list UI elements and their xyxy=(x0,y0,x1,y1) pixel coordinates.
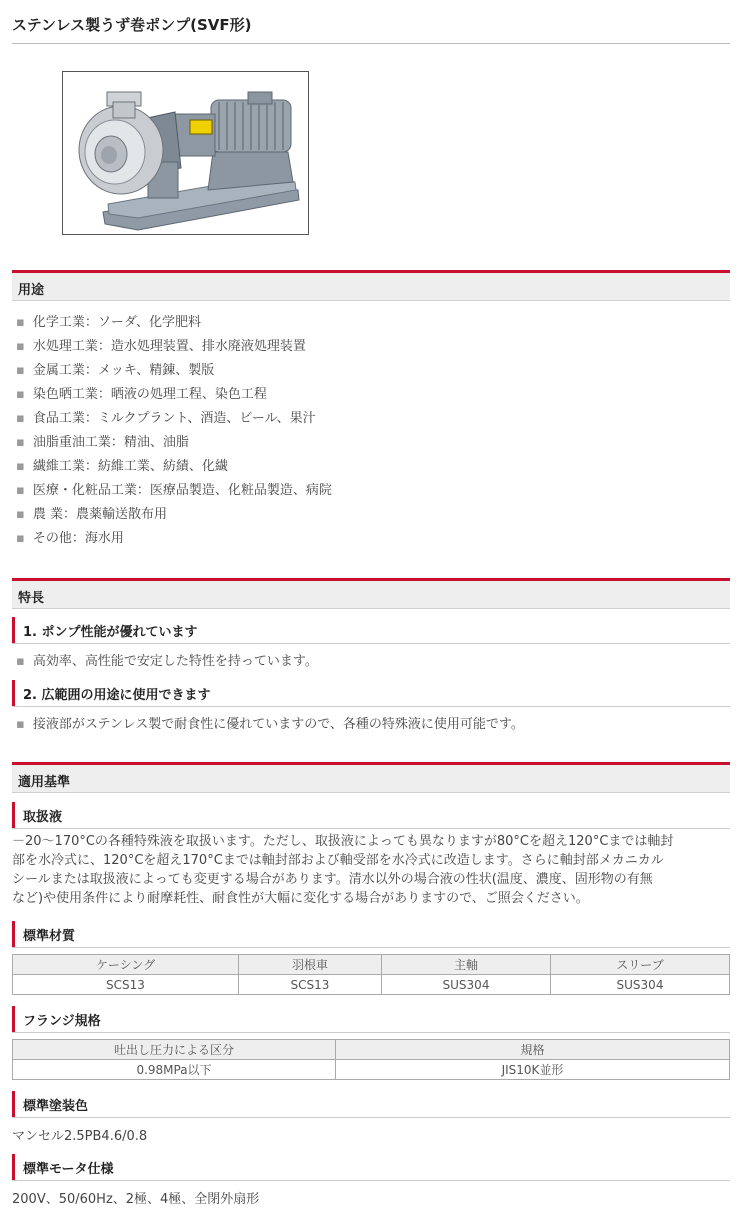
table-cell: SCS13 xyxy=(13,975,239,995)
flange-table xyxy=(12,1039,730,1080)
liquid-line: 部を水冷式に、120°Cを超え170°Cまでは軸封部および軸受部を水冷式に改造します。さらに軸封部メカニカル xyxy=(12,853,664,868)
bullet-icon: ▪ xyxy=(16,717,25,732)
feature-1-title: 1. ポンプ性能が優れています xyxy=(12,617,730,643)
table-cell: JIS10K並形 xyxy=(336,1060,730,1080)
materials-title: 標準材質 xyxy=(12,921,730,947)
list-item-text: その他：海水用 xyxy=(32,531,124,546)
list-item-text: 水処理工業：造水処理装置、排水廃液処理装置 xyxy=(32,339,306,354)
list-item xyxy=(16,359,332,383)
list-item xyxy=(16,455,332,479)
divider xyxy=(12,1180,730,1181)
list-item-text: 食品工業：ミルクプラント、酒造、ビール、果汁 xyxy=(32,411,316,426)
table-header-cell: 吐出し圧力による区分 xyxy=(13,1040,336,1060)
liquid-line: －20～170°Cの各種特殊液を取扱います。ただし、取扱液によっても異なりますが80°Cを超え120°Cまでは軸封 xyxy=(12,834,674,849)
flange-title: フランジ規格 xyxy=(12,1006,730,1032)
table-header-cell: スリーブ xyxy=(551,955,730,975)
liquid-title: 取扱液 xyxy=(12,802,730,828)
liquid-description xyxy=(12,832,732,908)
list-item xyxy=(16,335,332,359)
bullet-icon: ▪ xyxy=(16,459,25,474)
list-item xyxy=(16,431,332,455)
bullet-icon: ▪ xyxy=(16,435,25,450)
bullet-icon: ▪ xyxy=(16,387,25,402)
feature-2-text-row xyxy=(16,713,524,732)
list-item xyxy=(16,311,332,335)
motor-value: 200V、50/60Hz、2極、4極、全閉外扇形 xyxy=(12,1192,260,1207)
table-cell: SUS304 xyxy=(382,975,551,995)
bullet-icon: ▪ xyxy=(16,483,25,498)
paint-value: マンセル2.5PB4.6/0.8 xyxy=(12,1129,148,1144)
bullet-icon: ▪ xyxy=(16,363,25,378)
divider xyxy=(12,1032,730,1033)
feature-2-title: 2. 広範囲の用途に使用できます xyxy=(12,680,730,706)
paint-title: 標準塗装色 xyxy=(12,1091,730,1117)
liquid-line: など)や使用条件により耐摩耗性、耐食性が大幅に変化する場合がありますので、ご照会ください。 xyxy=(12,891,589,906)
bullet-icon: ▪ xyxy=(16,411,25,426)
section-uses-heading: 用途 xyxy=(12,270,730,300)
table-row xyxy=(13,1060,730,1080)
table-cell: 0.98MPa以下 xyxy=(13,1060,336,1080)
pump-photo xyxy=(62,71,309,235)
table-cell: SCS13 xyxy=(239,975,382,995)
liquid-line: シールまたは取扱液によっても変更する場合があります。清水以外の場合液の性状(温度、濃度、固形物の有無 xyxy=(12,872,653,887)
list-item-text: 繊維工業：紡維工業、紡績、化繊 xyxy=(32,459,228,474)
table-header-cell: 主軸 xyxy=(382,955,551,975)
feature-1-text-row xyxy=(16,650,318,669)
list-item-text: 化学工業：ソーダ、化学肥料 xyxy=(32,315,202,330)
bullet-icon: ▪ xyxy=(16,507,25,522)
bullet-icon: ▪ xyxy=(16,339,25,354)
table-header-cell: 羽根車 xyxy=(239,955,382,975)
bullet-icon: ▪ xyxy=(16,315,25,330)
feature-2-description: 接液部がステンレス製で耐食性に優れていますので、各種の特殊液に使用可能です。 xyxy=(32,717,524,732)
list-item-text: 金属工業：メッキ、精錬、製版 xyxy=(32,363,215,378)
list-item xyxy=(16,527,332,551)
divider xyxy=(12,947,730,948)
bullet-icon: ▪ xyxy=(16,531,25,546)
table-header-row xyxy=(13,955,730,975)
divider xyxy=(12,1117,730,1118)
pump-illustration xyxy=(63,72,308,234)
section-standards-heading: 適用基準 xyxy=(12,762,730,792)
section-features-heading: 特長 xyxy=(12,578,730,608)
table-header-row xyxy=(13,1040,730,1060)
bullet-icon: ▪ xyxy=(16,654,25,669)
materials-table xyxy=(12,954,730,995)
list-item xyxy=(16,407,332,431)
divider xyxy=(12,643,730,644)
list-item-text: 農 業：農薬輸送散布用 xyxy=(32,507,167,522)
list-item xyxy=(16,479,332,503)
feature-1-description: 高効率、高性能で安定した特性を持っています。 xyxy=(32,654,318,669)
table-header-cell: 規格 xyxy=(336,1040,730,1060)
motor-title: 標準モータ仕様 xyxy=(12,1154,730,1180)
list-item-text: 油脂重油工業：精油、油脂 xyxy=(32,435,189,450)
table-cell: SUS304 xyxy=(551,975,730,995)
divider xyxy=(12,706,730,707)
table-header-cell: ケーシング xyxy=(13,955,239,975)
page-title: ステンレス製うず巻ポンプ(SVF形) xyxy=(12,16,252,34)
uses-list xyxy=(16,311,332,551)
table-row xyxy=(13,975,730,995)
list-item-text: 医療・化粧品工業：医療品製造、化粧品製造、病院 xyxy=(32,483,332,498)
divider xyxy=(12,828,730,829)
list-item-text: 染色晒工業：晒液の処理工程、染色工程 xyxy=(32,387,267,402)
list-item xyxy=(16,503,332,527)
list-item xyxy=(16,383,332,407)
title-divider xyxy=(12,43,730,44)
